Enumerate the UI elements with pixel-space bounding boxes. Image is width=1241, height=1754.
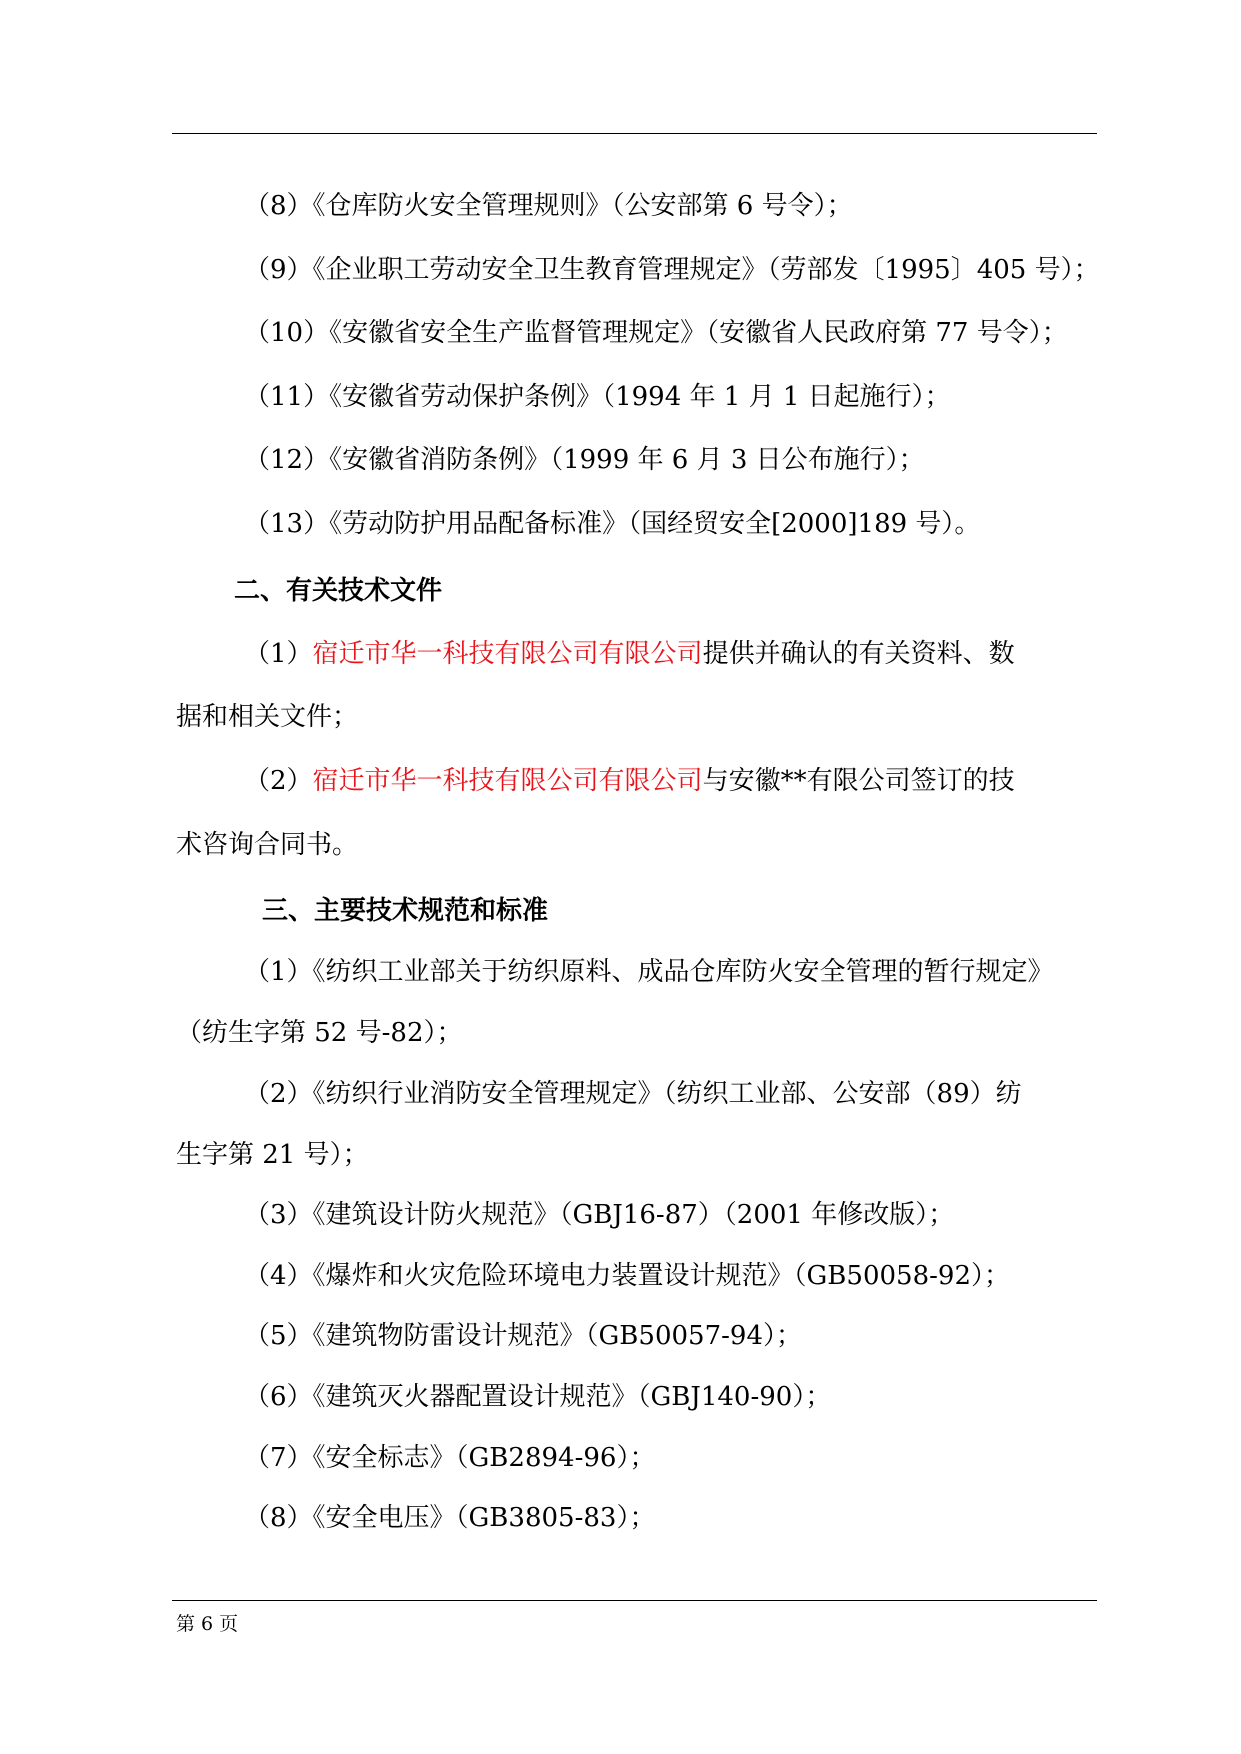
section-heading-tech-docs: 二、有关技术文件 [234, 576, 443, 606]
law-item-10: （10）《安徽省安全生产监督管理规定》（安徽省人民政府第 77 号令）； [244, 318, 1068, 348]
law-item-13: （13）《劳动防护用品配备标准》（国经贸安全[2000]189 号）。 [244, 509, 981, 539]
company-name: 宿迁市华一科技有限公司有限公司 [312, 766, 703, 796]
tech-doc-item-2-continued: 术咨询合同书。 [176, 830, 359, 860]
header-rule [172, 133, 1097, 134]
law-item-9: （9）《企业职工劳动安全卫生教育管理规定》（劳部发〔1995〕405 号）； [244, 255, 1100, 285]
standard-item-3: （3）《建筑设计防火规范》（GBJ16-87）（2001 年修改版）； [244, 1200, 955, 1230]
item-text: 与安徽**有限公司签订的技 [702, 766, 1015, 796]
footer-rule [172, 1600, 1097, 1601]
item-prefix: （1） [244, 639, 313, 669]
tech-doc-item-1-continued: 据和相关文件； [176, 702, 359, 732]
standard-item-7: （7）《安全标志》（GB2894-96）； [244, 1443, 656, 1473]
standard-item-4: （4）《爆炸和火灾危险环境电力装置设计规范》（GB50058-92）； [244, 1261, 1010, 1291]
tech-doc-item-1 [244, 638, 1015, 670]
section-heading-standards: 三、主要技术规范和标准 [262, 896, 549, 926]
standard-item-6: （6）《建筑灭火器配置设计规范》（GBJ140-90）； [244, 1382, 832, 1412]
standard-item-1-continued: （纺生字第 52 号-82）； [176, 1018, 463, 1048]
tech-doc-item-2 [244, 765, 1015, 797]
law-item-11: （11）《安徽省劳动保护条例》（1994 年 1 月 1 日起施行）； [244, 382, 951, 412]
company-name: 宿迁市华一科技有限公司有限公司 [312, 639, 703, 669]
standard-item-2-continued: 生字第 21 号）； [176, 1140, 369, 1170]
standard-item-1: （1）《纺织工业部关于纺织原料、成品仓库防火安全管理的暂行规定》 [244, 957, 1054, 987]
standard-item-5: （5）《建筑物防雷设计规范》（GB50057-94）； [244, 1321, 802, 1351]
page-number: 第 6 页 [176, 1613, 239, 1635]
item-prefix: （2） [244, 766, 313, 796]
law-item-12: （12）《安徽省消防条例》（1999 年 6 月 3 日公布施行）； [244, 445, 925, 475]
standard-item-8: （8）《安全电压》（GB3805-83）； [244, 1503, 656, 1533]
standard-item-2: （2）《纺织行业消防安全管理规定》（纺织工业部、公安部（89）纺 [244, 1079, 1022, 1109]
law-item-8: （8）《仓库防火安全管理规则》（公安部第 6 号令）； [244, 191, 853, 221]
item-text: 提供并确认的有关资料、数 [702, 639, 1015, 669]
